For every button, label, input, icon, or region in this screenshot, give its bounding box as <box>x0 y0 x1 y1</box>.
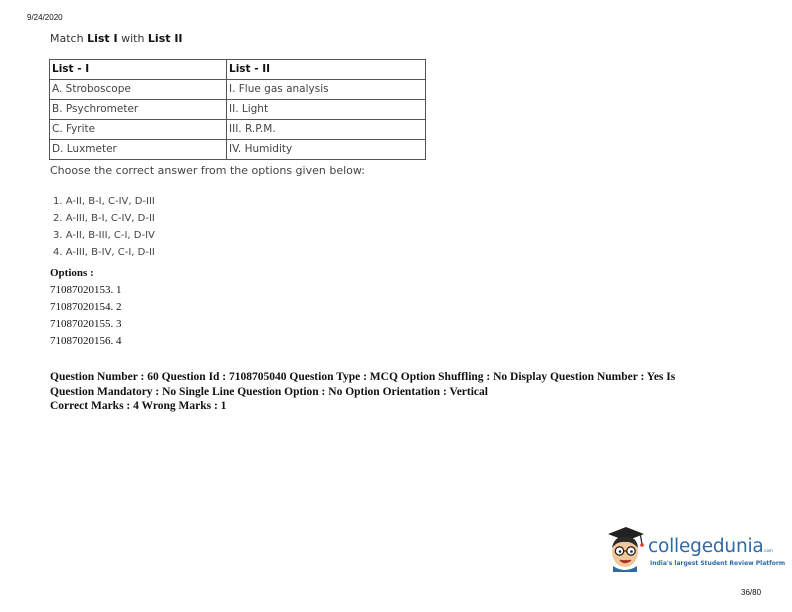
answer-choices <box>53 193 155 261</box>
option-item: 71087020155. 3 <box>50 318 122 330</box>
collegedunia-logo <box>604 522 786 572</box>
prompt-connector: with <box>117 32 148 45</box>
options-title: Options : <box>50 267 94 279</box>
header-list-1: List - I <box>50 60 227 80</box>
table-cell: D. Luxmeter <box>50 140 227 160</box>
table-row <box>50 100 426 120</box>
table-row <box>50 80 426 100</box>
table-cell: A. Stroboscope <box>50 80 227 100</box>
question-metadata <box>50 370 750 414</box>
question-prompt <box>50 32 183 45</box>
print-date: 9/24/2020 <box>27 13 63 22</box>
table-row <box>50 120 426 140</box>
mascot-icon <box>604 522 648 572</box>
table-cell: II. Light <box>227 100 426 120</box>
table-row <box>50 140 426 160</box>
metadata-line: Correct Marks : 4 Wrong Marks : 1 <box>50 400 227 412</box>
metadata-line: Question Number : 60 Question Id : 7108705040 Question Type : MCQ Option Shuffling : No Display Question Number : Yes Is <box>50 371 676 383</box>
table-cell: IV. Humidity <box>227 140 426 160</box>
answer-choice: 1. A-II, B-I, C-IV, D-III <box>53 196 155 207</box>
table-cell: C. Fyrite <box>50 120 227 140</box>
option-item: 71087020156. 4 <box>50 335 122 347</box>
brand-name: collegedunia <box>648 536 764 557</box>
option-item: 71087020153. 1 <box>50 284 122 296</box>
prompt-prefix: Match <box>50 32 88 45</box>
table-header-row <box>50 60 426 80</box>
metadata-line: Question Mandatory : No Single Line Question Option : No Option Orientation : Vertical <box>50 385 488 398</box>
instruction-text: Choose the correct answer from the options given below: <box>50 164 365 177</box>
match-table <box>49 59 426 160</box>
answer-choice: 4. A-III, B-IV, C-I, D-II <box>53 247 155 258</box>
page-number: 36/80 <box>741 588 762 597</box>
answer-choice: 3. A-II, B-III, C-I, D-IV <box>53 230 155 241</box>
header-list-2: List - II <box>227 60 426 80</box>
prompt-list1: List I <box>87 32 118 45</box>
options-list <box>50 265 122 350</box>
answer-choice: 2. A-III, B-I, C-IV, D-II <box>53 213 155 224</box>
table-cell: B. Psychrometer <box>50 100 227 120</box>
prompt-list2: List II <box>147 32 183 45</box>
brand-tagline: India's largest Student Review Platform <box>650 560 786 567</box>
option-item: 71087020154. 2 <box>50 301 122 313</box>
brand-suffix: .com <box>763 548 773 553</box>
table-cell: III. R.P.M. <box>227 120 426 140</box>
table-cell: I. Flue gas analysis <box>227 80 426 100</box>
